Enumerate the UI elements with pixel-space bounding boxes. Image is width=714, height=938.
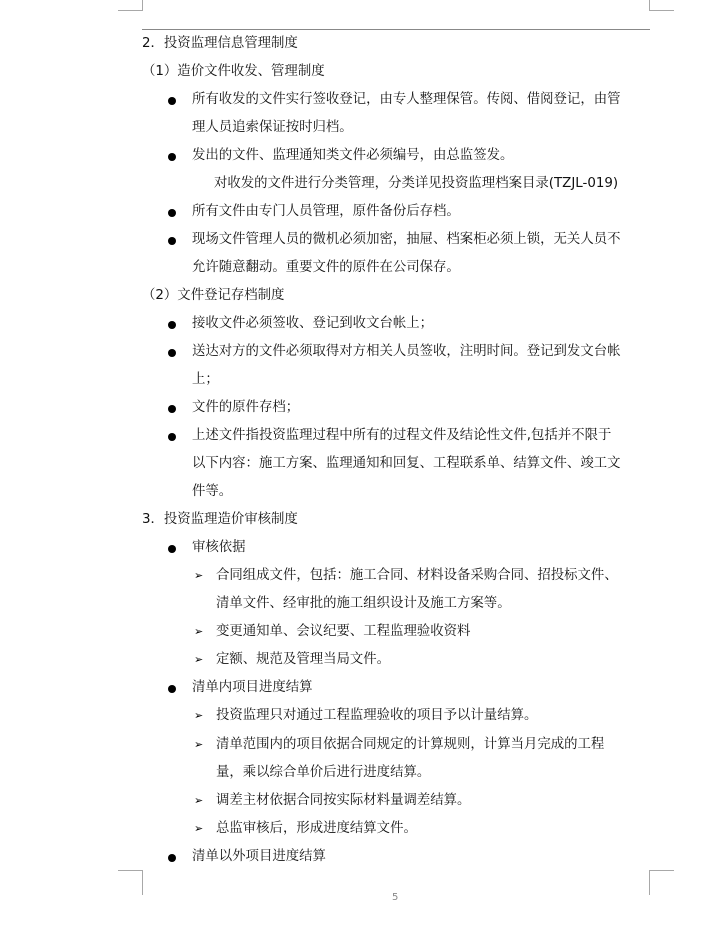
arrow-bullet-icon: ➢	[194, 822, 204, 835]
list-item: 接收文件必须签收、登记到收文台帐上；	[192, 316, 434, 331]
bullet-icon	[168, 854, 176, 862]
bullet-icon	[168, 545, 176, 553]
list-item: 发出的文件、监理通知类文件必须编号，由总监签发。	[192, 148, 514, 163]
list-item: 送达对方的文件必须取得对方相关人员签收，注明时间。登记到发文台帐	[192, 344, 621, 359]
list-item: 文件的原件存档；	[192, 400, 300, 415]
bullet-icon	[168, 153, 176, 161]
bullet-icon	[168, 321, 176, 329]
sub-list-item: 变更通知单、会议纪要、工程监理验收资料	[216, 624, 471, 639]
sub-list-item: 定额、规范及管理当局文件。	[216, 652, 391, 667]
section-heading: 3．投资监理造价审核制度	[142, 512, 298, 527]
list-item: 所有收发的文件实行签收登记，由专人整理保管。传阅、借阅登记，由管	[192, 92, 621, 107]
list-item-continuation: 以下内容：施工方案、监理通知和回复、工程联系单、结算文件、竣工文	[192, 456, 621, 471]
section-heading: 2．投资监理信息管理制度	[142, 36, 298, 51]
sub-list-item: 总监审核后，形成进度结算文件。	[216, 821, 417, 836]
sub-list-item: 投资监理只对通过工程监理验收的项目予以计量结算。	[216, 708, 538, 723]
sub-list-item: 调差主材依据合同按实际材料量调差结算。	[216, 793, 471, 808]
crop-mark-bottom-left	[118, 870, 143, 895]
bullet-icon	[168, 349, 176, 357]
crop-mark-bottom-right	[649, 870, 674, 895]
indented-note: 对收发的文件进行分类管理，分类详见投资监理档案目录(TZJL-019)	[214, 176, 619, 191]
arrow-bullet-icon: ➢	[194, 569, 204, 582]
sub-list-item-continuation: 量，乘以综合单价后进行进度结算。	[216, 765, 431, 780]
list-item-continuation: 允许随意翻动。重要文件的原件在公司保存。	[192, 260, 460, 275]
bullet-icon	[168, 433, 176, 441]
subsection-heading: （1）造价文件收发、管理制度	[142, 64, 325, 79]
crop-mark-top-right	[649, 0, 674, 11]
list-item: 现场文件管理人员的微机必须加密，抽屉、档案柜必须上锁，无关人员不	[192, 232, 621, 247]
list-item-continuation: 理人员追索保证按时归档。	[192, 120, 353, 135]
bullet-icon	[168, 405, 176, 413]
subsection-heading: （2）文件登记存档制度	[142, 288, 285, 303]
bullet-icon	[168, 209, 176, 217]
list-item: 清单内项目进度结算	[192, 680, 313, 695]
bullet-icon	[168, 685, 176, 693]
arrow-bullet-icon: ➢	[194, 794, 204, 807]
arrow-bullet-icon: ➢	[194, 653, 204, 666]
bullet-icon	[168, 237, 176, 245]
arrow-bullet-icon: ➢	[194, 738, 204, 751]
list-item: 审核依据	[192, 540, 246, 555]
header-rule	[142, 29, 650, 30]
arrow-bullet-icon: ➢	[194, 709, 204, 722]
list-item-continuation: 上；	[192, 372, 219, 387]
list-item-continuation: 件等。	[192, 484, 233, 499]
sub-list-item: 合同组成文件，包括：施工合同、材料设备采购合同、招投标文件、	[216, 568, 618, 583]
arrow-bullet-icon: ➢	[194, 625, 204, 638]
bullet-icon	[168, 97, 176, 105]
sub-list-item: 清单范围内的项目依据合同规定的计算规则，计算当月完成的工程	[216, 737, 605, 752]
crop-mark-top-left	[118, 0, 143, 11]
list-item: 所有文件由专门人员管理，原件备份后存档。	[192, 204, 460, 219]
list-item: 上述文件指投资监理过程中所有的过程文件及结论性文件,包括并不限于	[192, 428, 612, 443]
page-number: 5	[392, 892, 399, 903]
list-item: 清单以外项目进度结算	[192, 849, 326, 864]
sub-list-item-continuation: 清单文件、经审批的施工组织设计及施工方案等。	[216, 596, 511, 611]
